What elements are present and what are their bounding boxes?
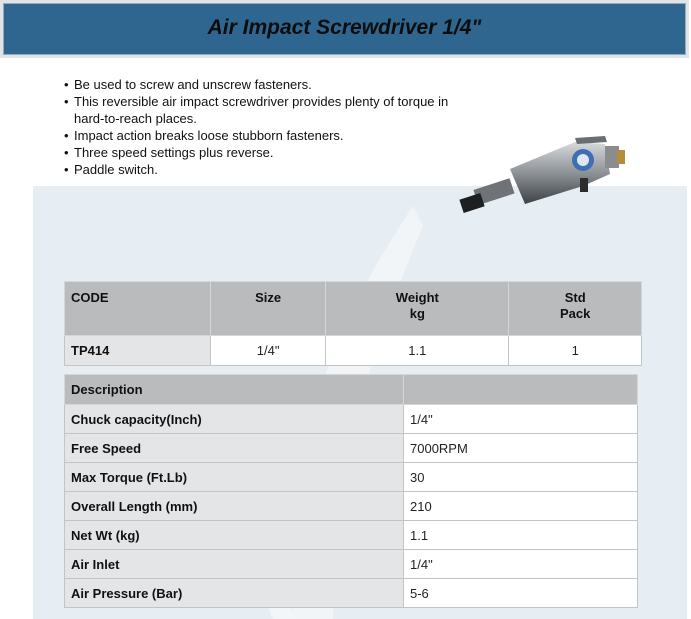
spec-value: 30 [404,463,638,492]
size-cell: 1/4" [211,336,326,366]
std-pack-header: Std Pack [509,282,642,336]
title-bar [3,3,686,55]
size-header: Size [211,282,326,336]
spec-label: Net Wt (kg) [65,521,404,550]
spec-value: 210 [404,492,638,521]
table-row [65,434,638,463]
value-header [404,375,638,405]
table-row [65,336,642,366]
spec-value: 1/4" [404,550,638,579]
page-title: Air Impact Screwdriver 1/4" [207,16,482,39]
code-header: CODE [65,282,211,336]
spec-value: 1.1 [404,521,638,550]
weight-header: Weight kg [326,282,509,336]
feature-item: • This reversible air impact screwdriver provides plenty of torque in hard-to-reach places. [64,93,464,127]
feature-item: • Three speed settings plus reverse. [64,144,464,161]
std-pack-cell: 1 [509,336,642,366]
screwdriver-image [455,134,630,216]
code-table [64,281,642,366]
spec-label: Air Pressure (Bar) [65,579,404,608]
table-row [65,579,638,608]
table-row [65,405,638,434]
spec-label: Chuck capacity(Inch) [65,405,404,434]
spec-label: Air Inlet [65,550,404,579]
feature-list [64,76,464,178]
spec-label: Max Torque (Ft.Lb) [65,463,404,492]
feature-item: • Paddle switch. [64,161,464,178]
spec-label: Free Speed [65,434,404,463]
description-header: Description [65,375,404,405]
table-row [65,463,638,492]
spec-value: 5-6 [404,579,638,608]
spec-table [64,374,638,608]
feature-item: • Be used to screw and unscrew fasteners. [64,76,464,93]
feature-item: • Impact action breaks loose stubborn fasteners. [64,127,464,144]
weight-cell: 1.1 [326,336,509,366]
spec-label: Overall Length (mm) [65,492,404,521]
code-cell: TP414 [65,336,211,366]
table-row [65,550,638,579]
table-row [65,521,638,550]
spec-value: 1/4" [404,405,638,434]
table-row [65,492,638,521]
spec-value: 7000RPM [404,434,638,463]
